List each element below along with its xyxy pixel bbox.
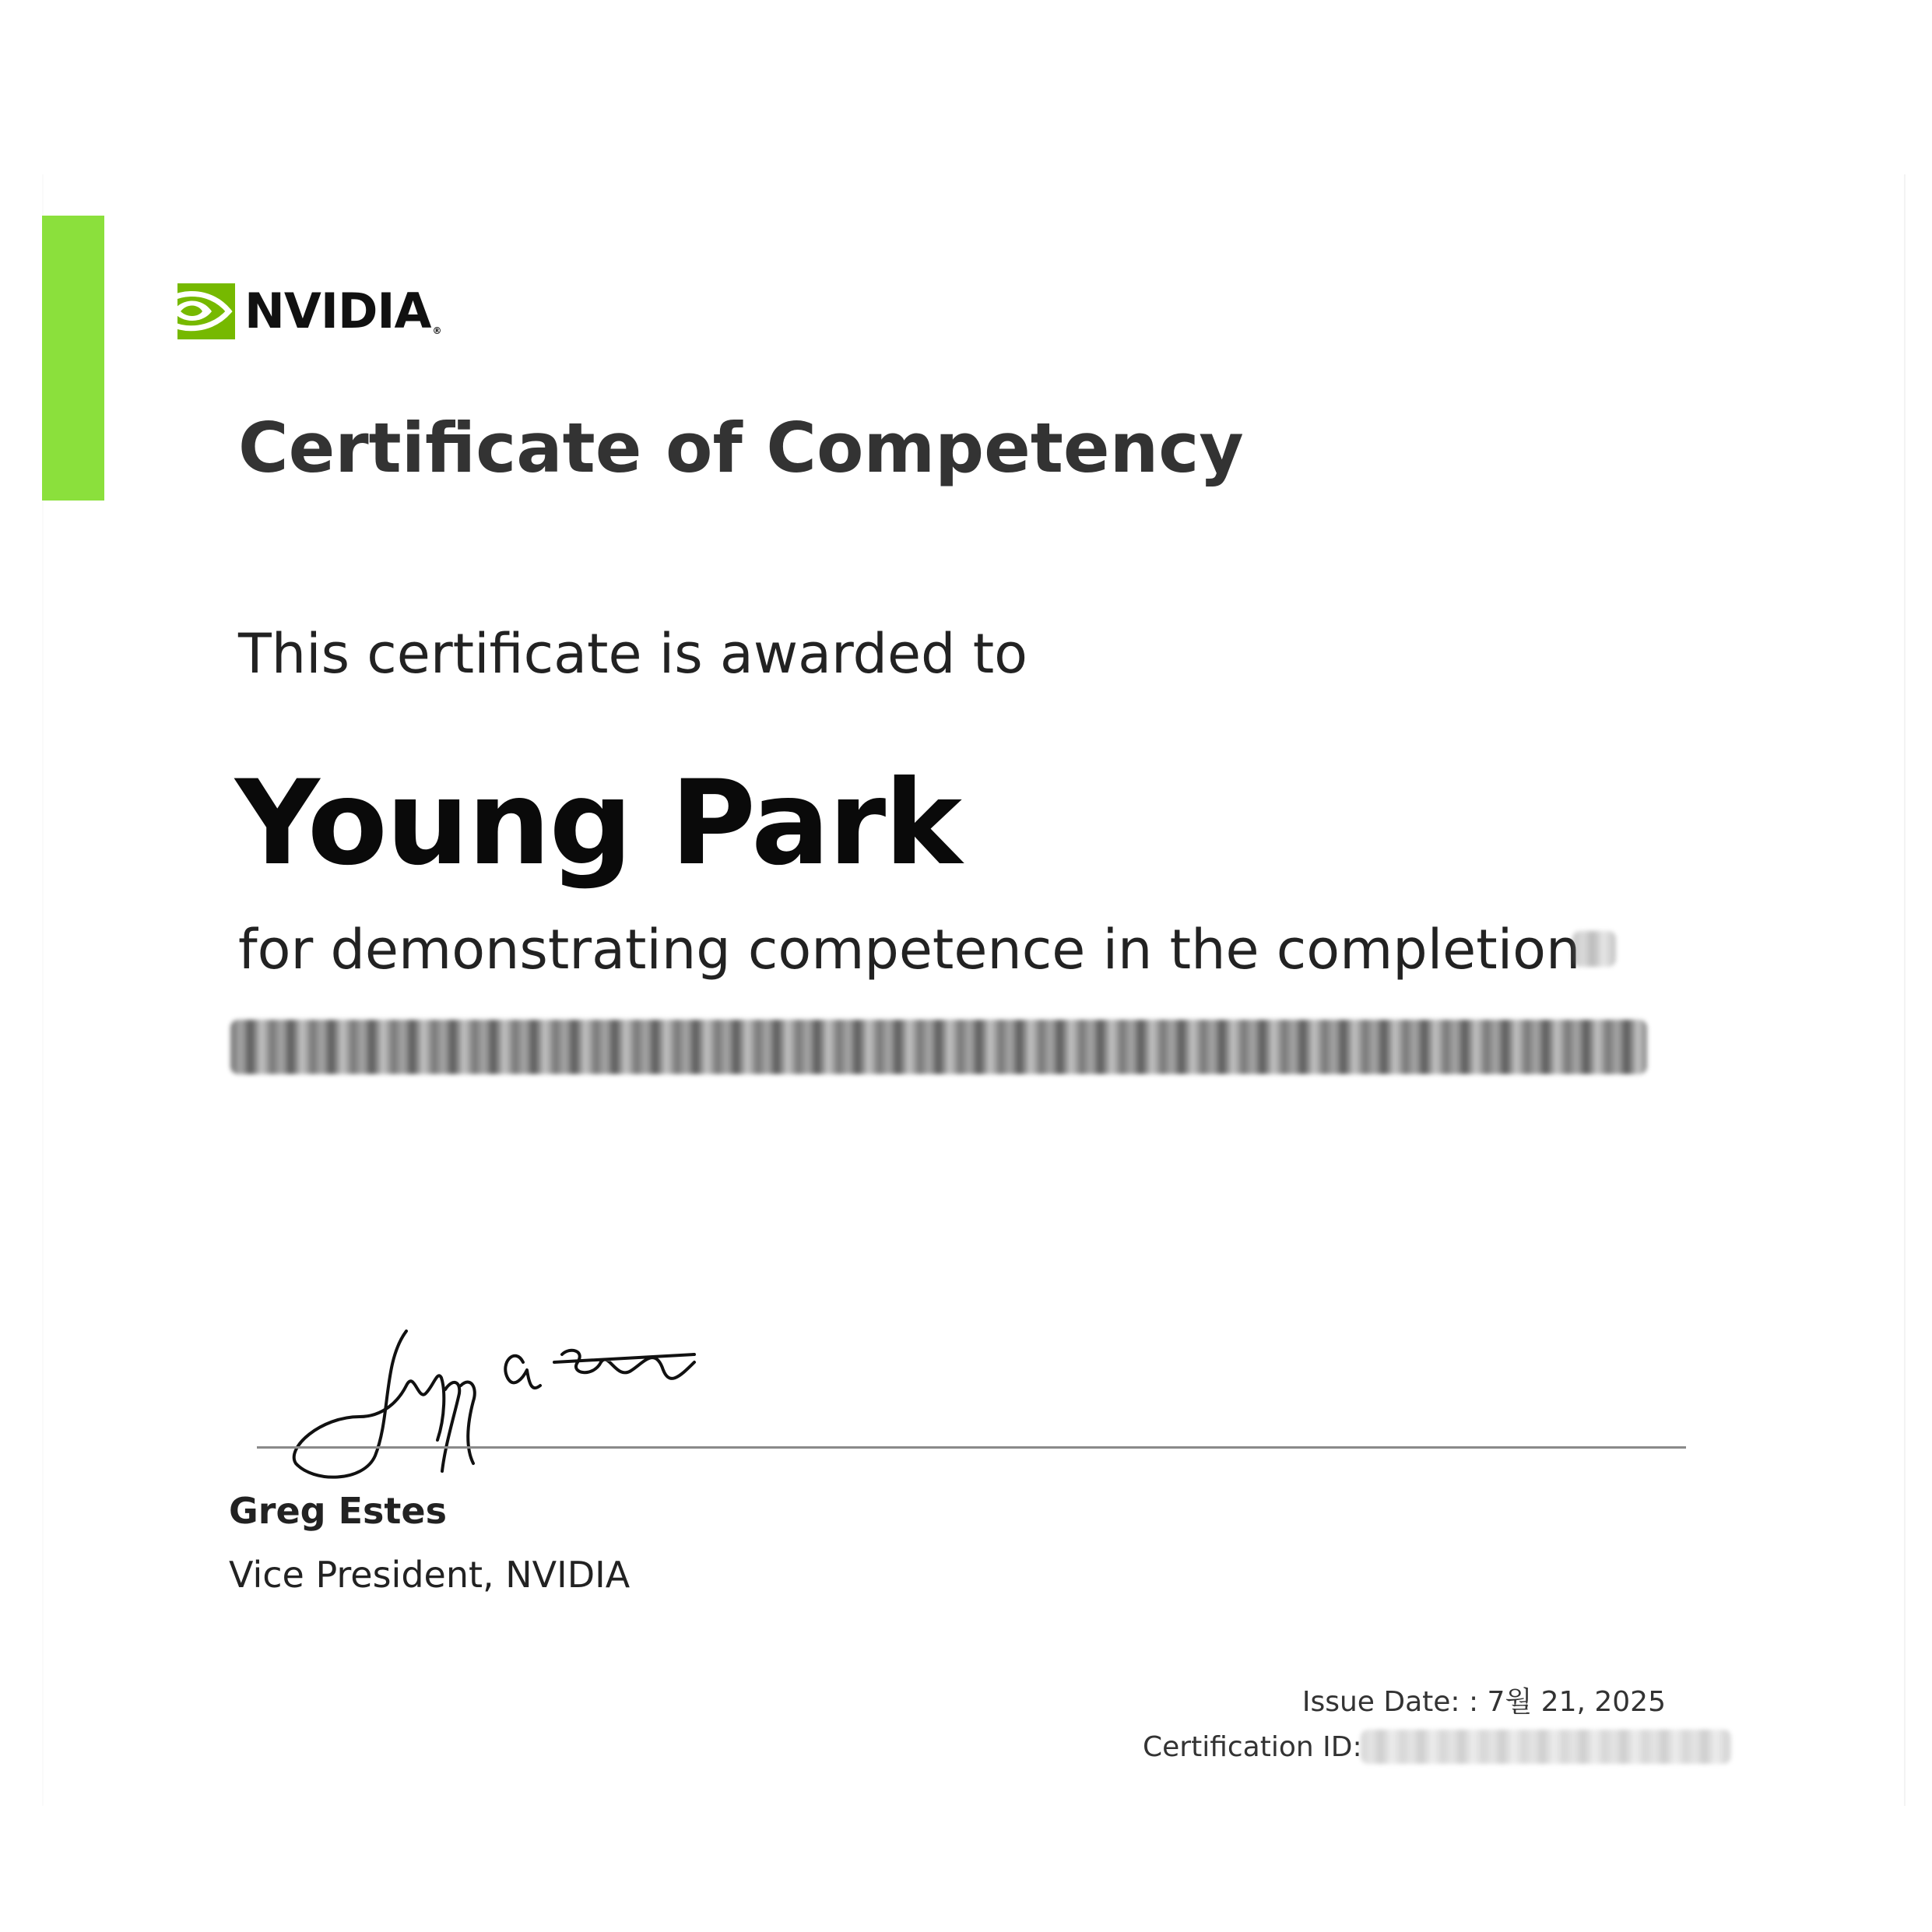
awarded-text: This certificate is awarded to (238, 622, 1027, 686)
signer-name: Greg Estes (229, 1490, 447, 1532)
registered-mark: ® (432, 325, 441, 336)
signer-title: Vice President, NVIDIA (229, 1554, 631, 1596)
nvidia-wordmark: NVIDIA ® (244, 283, 441, 339)
signature (290, 1316, 757, 1495)
nvidia-logo (154, 282, 441, 341)
redacted-text (1572, 931, 1616, 967)
issue-date: Issue Date: : 7월 21, 2025 (1301, 1686, 1666, 1718)
redacted-course-name (230, 1020, 1647, 1074)
signature-line (257, 1446, 1686, 1449)
nvidia-eye-icon (154, 283, 235, 339)
certificate-title: Certificate of Competency (238, 408, 1244, 488)
accent-bar (42, 216, 104, 501)
recipient-name: Young Park (235, 756, 961, 891)
redacted-certification-id (1361, 1730, 1731, 1764)
certification-id-label: Certification ID: (1143, 1731, 1362, 1763)
completion-description: for demonstrating competence in the completion (238, 918, 1581, 982)
